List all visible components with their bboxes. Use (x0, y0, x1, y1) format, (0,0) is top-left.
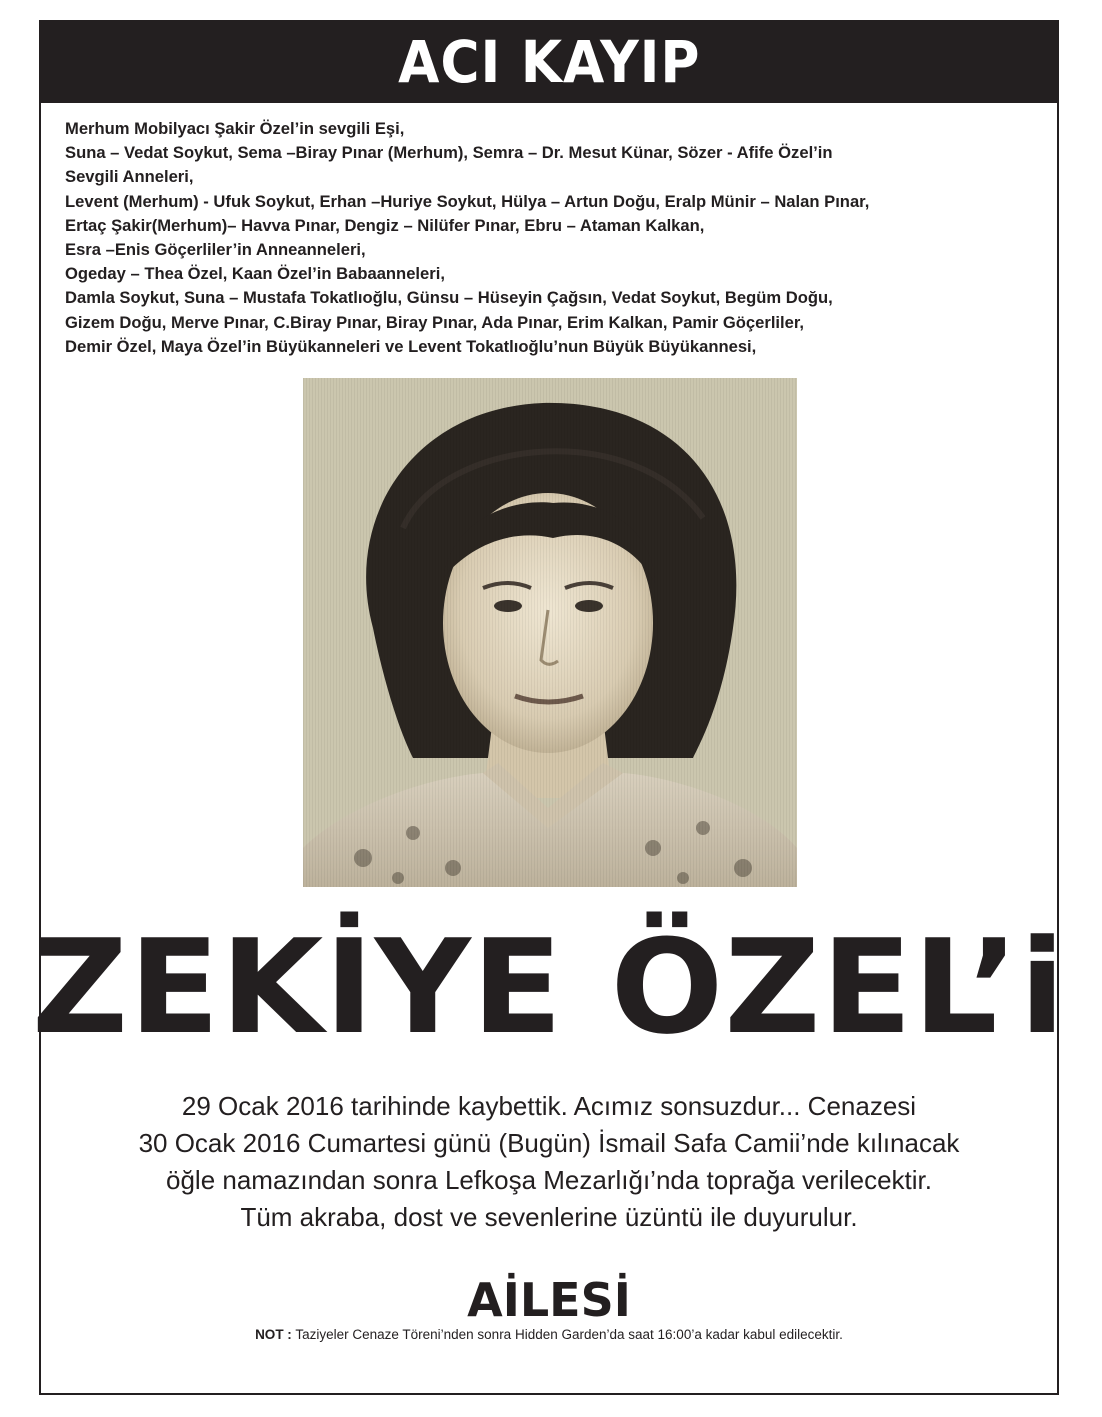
relatives-line: Damla Soykut, Suna – Mustafa Tokatlıoğlu, Günsu – Hüseyin Çağsın, Vedat Soykut, Begüm Doğu, (65, 288, 833, 308)
relatives-line: Sevgili Anneleri, (65, 167, 194, 187)
note-text: Taziyeler Cenaze Töreni’nden sonra Hidden Garden’da saat 16:00’a kadar kabul edilecektir. (291, 1327, 843, 1342)
header-title: ACI KAYIP (397, 28, 701, 96)
deceased-name-text: ZEKİYE ÖZEL’i (31, 911, 1067, 1063)
relatives-line: Gizem Doğu, Merve Pınar, C.Biray Pınar, Biray Pınar, Ada Pınar, Erim Kalkan, Pamir Göçerliler, (65, 312, 805, 332)
relatives-line: Ertaç Şakir(Merhum)– Havva Pınar, Dengiz – Nilüfer Pınar, Ebru – Ataman Kalkan, (65, 215, 705, 235)
relatives-line: Demir Özel, Maya Özel’in Büyükanneleri ve Levent Tokatlıoğlu’nun Büyük Büyükannesi, (65, 336, 757, 356)
family-signature: AİLESİ (467, 1273, 631, 1327)
condolence-note (41, 1325, 1057, 1345)
relatives-list (65, 117, 1040, 359)
announcement-line: Tüm akraba, dost ve sevenlerine üzüntü ile duyurulur. (240, 1202, 858, 1232)
note-label: NOT : (255, 1327, 292, 1342)
relatives-line: Merhum Mobilyacı Şakir Özel’in sevgili Eşi, (65, 119, 405, 138)
relatives-line: Levent (Merhum) - Ufuk Soykut, Erhan –Huriye Soykut, Hülya – Artun Doğu, Eralp Münir – Nalan Pınar, (65, 191, 870, 211)
announcement-line: öğle namazından sonra Lefkoşa Mezarlığı’nda toprağa verilecektir. (166, 1165, 932, 1195)
header-banner (41, 22, 1057, 103)
relatives-line: Esra –Enis Göçerliler’in Anneanneleri, (65, 240, 366, 260)
deceased-name (31, 911, 1067, 1063)
announcement-text (41, 1088, 1057, 1236)
announcement-line: 30 Ocak 2016 Cumartesi günü (Bugün) İsmail Safa Camii’nde kılınacak (138, 1128, 960, 1158)
portrait-photo (303, 378, 797, 887)
relatives-line: Suna – Vedat Soykut, Sema –Biray Pınar (Merhum), Semra – Dr. Mesut Künar, Sözer - Afife Özel’in (65, 143, 833, 163)
obituary-frame (31, 20, 1067, 1395)
relatives-line: Ogeday – Thea Özel, Kaan Özel’in Babaanneleri, (65, 264, 445, 284)
announcement-line: 29 Ocak 2016 tarihinde kaybettik. Acımız sonsuzdur... Cenazesi (181, 1091, 917, 1121)
